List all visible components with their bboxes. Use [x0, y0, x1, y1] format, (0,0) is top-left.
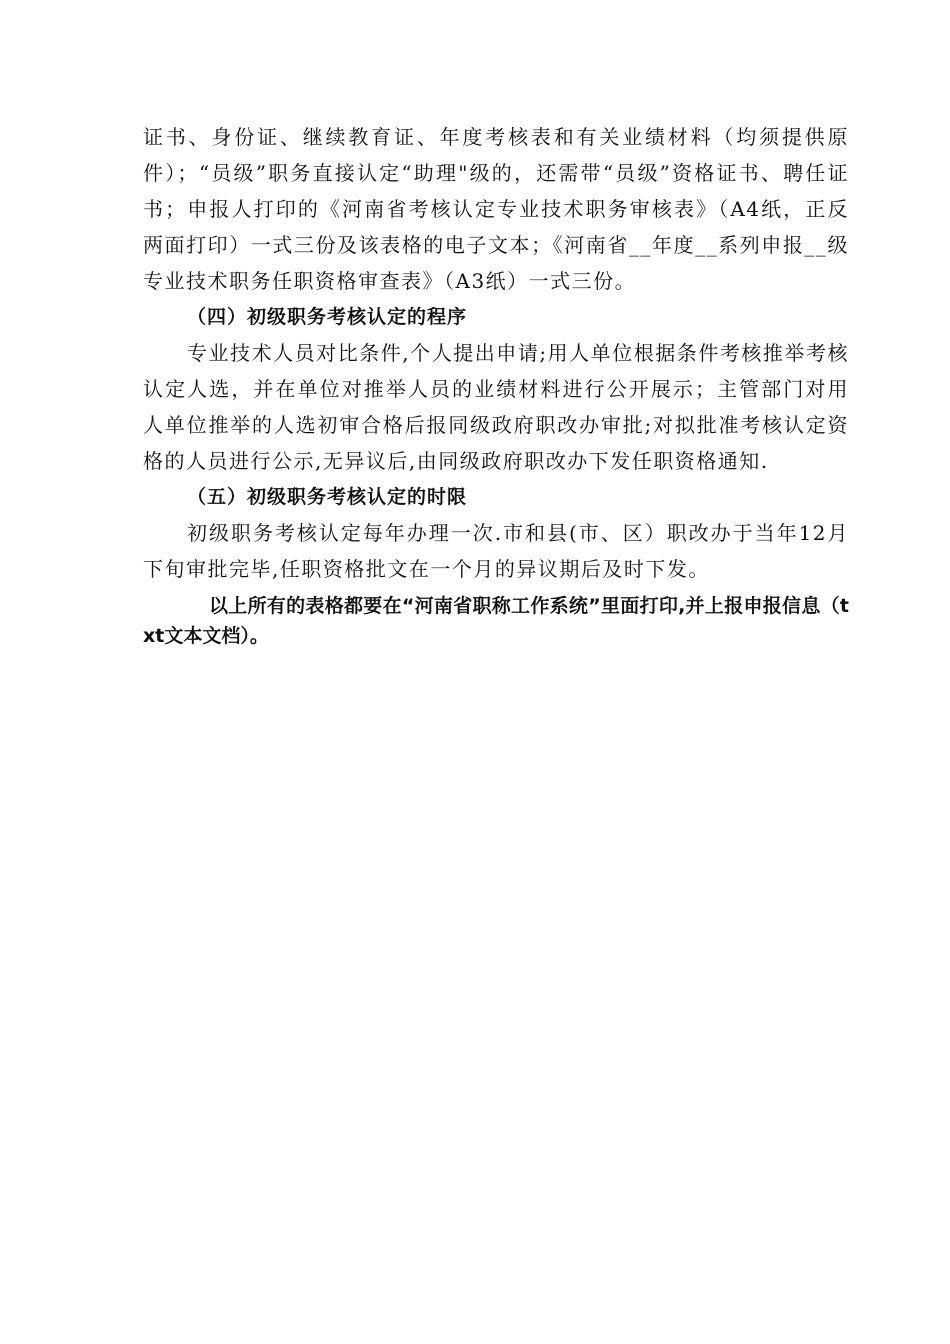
section-heading-deadline: （五）初级职务考核认定的时限 [187, 486, 468, 508]
paragraph-procedure: 专业技术人员对比条件,个人提出申请;用人单位根据条件考核推举考核认定人选，并在单位对推举人员的业绩材料进行公开展示；主管部门对用人单位推举的人选初审合格后报同级政府职改办审批;对拟批准考核认定资格的人员进行公示,无异议后,由同级政府职改办下发任职资格通知. [143, 341, 849, 473]
document-body [143, 119, 849, 651]
paragraph-final-note: 以上所有的表格都要在“河南省职称工作系统”里面打印,并上报申报信息（txt文本文档）。 [143, 595, 849, 647]
paragraph-materials: 证书、身份证、继续教育证、年度考核表和有关业绩材料（均须提供原件）；“员级”职务直接认定“助理"级的，还需带“员级”资格证书、聘任证书；申报人打印的《河南省考核认定专业技术职务审核表》（A4纸，正反两面打印）一式三份及该表格的电子文本；《河南省__年度__系列申报__级专业技术职务任职资格审查表》（A3纸）一式三份。 [143, 125, 849, 293]
section-heading-procedure: （四）初级职务考核认定的程序 [187, 306, 468, 328]
paragraph-deadline: 初级职务考核认定每年办理一次.市和县(市、区）职改办于当年12月下旬审批完毕,任职资格批文在一个月的异议期后及时下发。 [143, 521, 849, 581]
